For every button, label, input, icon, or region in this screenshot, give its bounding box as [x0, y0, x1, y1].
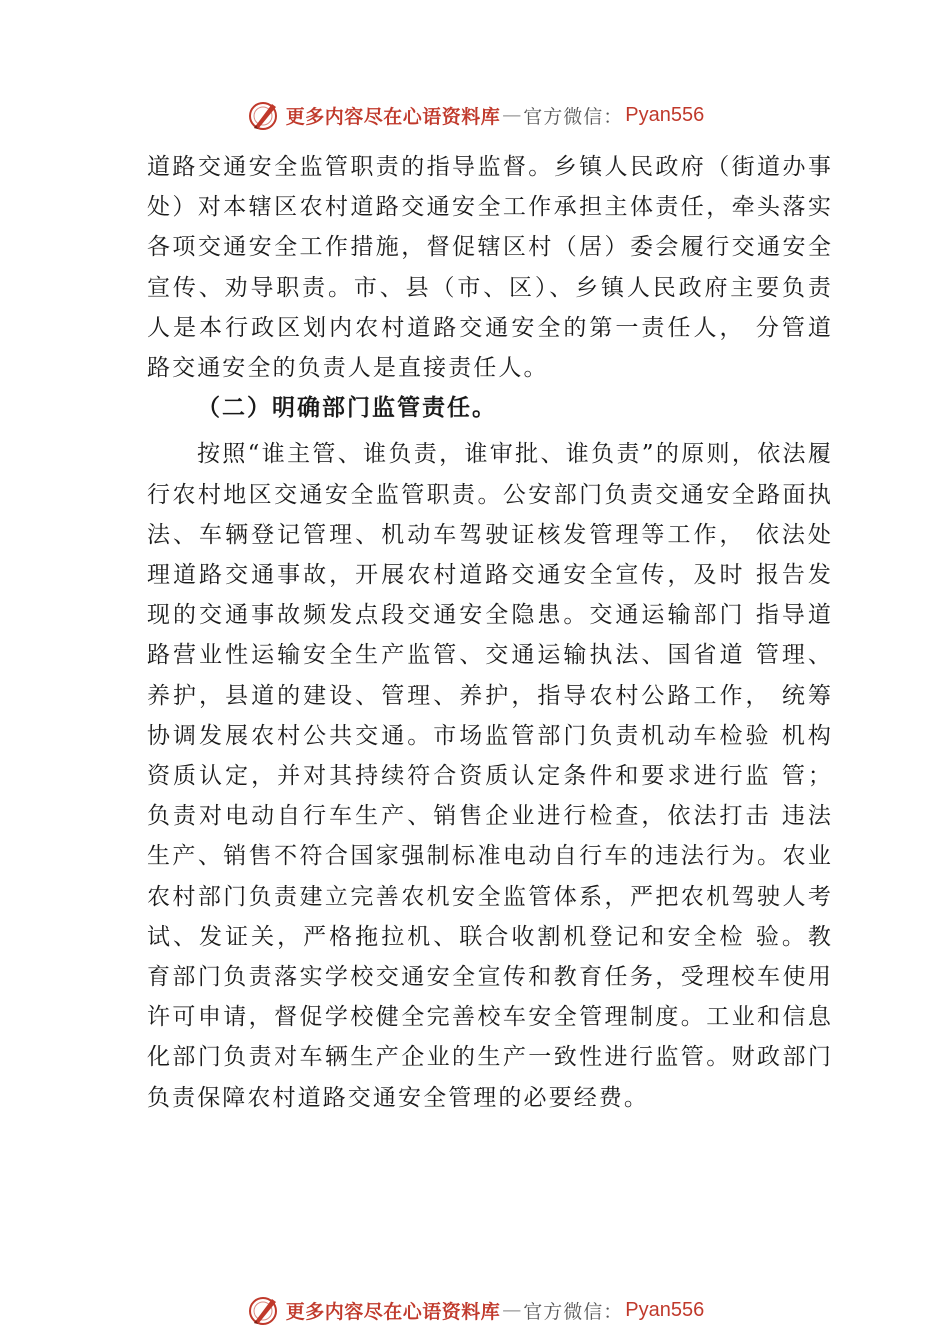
banner-separator: —	[502, 104, 522, 126]
banner-wechat-label: 官方微信：	[523, 1300, 624, 1323]
banner-wechat-id: Pyan556	[625, 1298, 705, 1321]
quill-circle-icon	[246, 1293, 280, 1327]
footer-banner	[0, 1290, 950, 1330]
banner-separator: —	[502, 1299, 522, 1321]
header-banner	[0, 95, 950, 135]
banner-title: 更多内容尽在心语资料库	[285, 1300, 501, 1323]
banner-wechat-label: 官方微信：	[523, 105, 624, 128]
quill-circle-icon	[246, 98, 280, 132]
document-body	[147, 147, 833, 1118]
banner-wechat-id: Pyan556	[625, 103, 705, 126]
paragraph-1: 道路交通安全监管职责的指导监督。乡镇人民政府（街道办事处）对本辖区农村道路交通安全工作承担主体责任，牵头落实各项交通安全工作措施，督促辖区村（居）委会履行交通安全宣传、劝导职责。市、县（市、区）、乡镇人民政府主要负责人是本行政区划内农村道路交通安全的第一责任人， 分管道路交通安全的负责人是直接责任人。	[147, 154, 833, 382]
section-heading: （二）明确部门监管责任。	[197, 394, 497, 422]
banner-title: 更多内容尽在心语资料库	[285, 105, 501, 128]
paragraph-2: 按照“谁主管、谁负责，谁审批、谁负责”的原则，依法履行农村地区交通安全监管职责。公安部门负责交通安全路面执法、车辆登记管理、机动车驾驶证核发管理等工作， 依法处理道路交通事故，开展农村道路交通安全宣传，及时 报告发现的交通事故频发点段交通安全隐患。交通运输部门 指导道路营业性运输安全生产监管、交通运输执法、国省道 管理、养护，县道的建设、管理、养护，指导农村公路工作， 统筹协调发展农村公共交通。市场监管部门负责机动车检验 机构资质认定，并对其持续符合资质认定条件和要求进行监 管；负责对电动自行车生产、销售企业进行检查，依法打击 违法生产、销售不符合国家强制标准电动自行车的违法行为。农业农村部门负责建立完善农机安全监管体系，严把农机驾驶人考试、发证关，严格拖拉机、联合收割机登记和安全检 验。教育部门负责落实学校交通安全宣传和教育任务，受理校车使用许可申请，督促学校健全完善校车安全管理制度。工业和信息化部门负责对车辆生产企业的生产一致性进行监管。财政部门负责保障农村道路交通安全管理的必要经费。	[147, 441, 833, 1111]
